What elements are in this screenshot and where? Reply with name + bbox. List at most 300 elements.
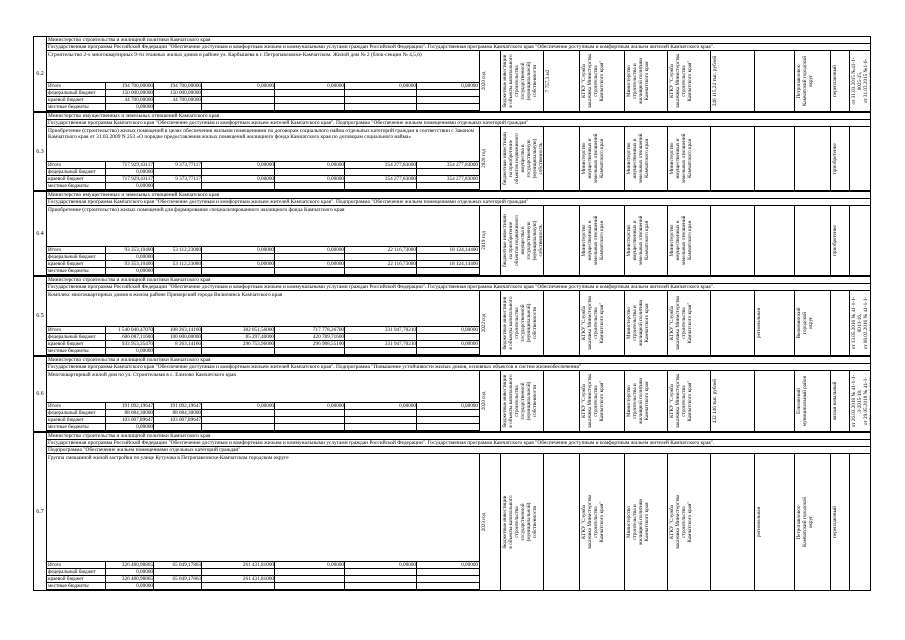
financing-value — [202, 169, 275, 175]
grid-line — [479, 51, 480, 112]
financing-value: 9 373,77117 — [175, 162, 201, 168]
financing-value — [275, 410, 345, 416]
grid-line — [274, 247, 275, 276]
financing-value — [275, 183, 345, 189]
financing-value: 100 000,00000 — [169, 334, 201, 340]
rotated-cell-text: бюджетные инвестиции в объекты капитального строительства государственной (муниципальной) собственности — [502, 296, 538, 350]
financing-value — [275, 590, 345, 591]
financing-value: 0,00000 — [136, 424, 153, 430]
financing-row — [46, 576, 479, 583]
rotated-cell-text: КГКУ "Служба заказчика Министерства строительства Камчатского края" — [581, 53, 605, 109]
row-number: 6.4 — [34, 192, 47, 275]
grid-line — [543, 51, 544, 112]
grid-line — [416, 327, 417, 356]
financing-source-label — [48, 590, 106, 591]
grid-line — [754, 206, 755, 276]
object-name: Строительство 2-х многоквартирных 9-ти этажных жилых домов в районе ул. Карбышева в г. Петропавловске-Камчатском. Жилой дом № 2 (блок-секции № 4,5,6) — [48, 52, 422, 58]
grid-line — [543, 291, 544, 356]
rotated-cell-text: 432 146 тыс. рублей — [712, 378, 718, 424]
financing-value — [154, 169, 202, 175]
grid-line — [201, 162, 202, 191]
financing-value — [417, 169, 479, 175]
grid-line — [830, 206, 831, 276]
row-number: 6.3 — [34, 113, 47, 190]
financing-value — [417, 183, 479, 189]
financing-value — [417, 583, 479, 589]
financing-value: 150 000,00000 — [121, 90, 153, 96]
grid-line — [667, 454, 668, 591]
financing-source-label: местные бюджеты — [48, 104, 89, 110]
financing-value — [345, 410, 417, 416]
financing-value — [202, 583, 275, 589]
grid-line — [416, 247, 417, 276]
financing-value — [345, 104, 417, 110]
financing-value — [345, 97, 417, 103]
financing-value: 1 540 040,47070 — [117, 327, 153, 333]
financing-source-label: федеральный бюджет — [48, 334, 96, 340]
financing-row — [46, 417, 479, 424]
grid-line — [153, 562, 154, 591]
grid-line — [500, 51, 501, 112]
financing-value — [275, 90, 345, 96]
financing-value: 53 112,23000 — [172, 247, 201, 253]
rotated-cell-text: Министерство имущественных и земельных отношений Камчатского края — [626, 133, 650, 184]
financing-value: 717 778,26700 — [312, 327, 344, 333]
rotated-cell-text: переплановый — [832, 506, 838, 538]
financing-row — [46, 583, 479, 590]
financing-value — [154, 268, 202, 274]
financing-value: 0,00000 — [399, 403, 416, 409]
financing-value: 0,00000 — [327, 261, 344, 267]
document-table — [33, 36, 871, 591]
financing-source-label: краевой бюджет — [48, 261, 84, 267]
grid-line — [479, 127, 480, 191]
financing-table — [46, 402, 479, 432]
financing-value: 0,00000 — [136, 254, 153, 260]
financing-value: 191 092,19647 — [121, 403, 153, 409]
object-name: Группа смешанной жилой застройки по улице Кутузова в Петропавловске-Камчатском городском округе — [48, 455, 289, 461]
financing-value: 0,00000 — [136, 104, 153, 110]
grid-line — [710, 291, 711, 356]
rotated-cell-text: Министерство имущественных и земельных отношений Камчатского края — [581, 215, 605, 266]
table-block — [33, 112, 871, 191]
grid-line — [849, 454, 850, 591]
grid-line — [105, 83, 106, 112]
financing-value — [275, 97, 345, 103]
financing-value: 606 087,11600 — [122, 334, 153, 340]
rotated-cell-text: региональная — [756, 507, 762, 537]
grid-line — [849, 206, 850, 276]
row-number: 6.6 — [34, 357, 47, 431]
financing-value: 331 947,70210 — [384, 327, 416, 333]
object-name: Многоквартирный жилой дом по ул. Строительная в с. Елизово Камчатского края — [48, 372, 236, 378]
financing-value: 103 007,89647 — [169, 417, 201, 423]
grid-line — [624, 206, 625, 276]
financing-source-label: Итого — [48, 247, 62, 253]
financing-value — [154, 424, 202, 430]
grid-line — [274, 562, 275, 591]
rotated-cell-text: бюджетные инвестиции на приобретение объектов недвижимого имущества в государственную (муниципальную) собственность — [502, 132, 544, 185]
grid-line — [344, 327, 345, 356]
grid-line — [479, 206, 480, 276]
grid-line — [667, 51, 668, 112]
financing-row — [46, 327, 479, 334]
financing-value — [417, 348, 479, 354]
rotated-cell-text: бюджетные инвестиции на приобретение объектов недвижимого имущества в государственную (муниципальную) собственность — [502, 214, 544, 267]
financing-value: 0,00000 — [461, 341, 478, 347]
grid-line — [344, 562, 345, 591]
financing-value — [275, 583, 345, 589]
financing-value: 933 953,35470 — [121, 341, 153, 347]
rotated-cell-text: Министерство имущественных и земельных отношений Камчатского края — [581, 133, 605, 184]
grid-line — [830, 371, 831, 432]
financing-value: 108 263,14160 — [169, 327, 201, 333]
financing-value — [154, 104, 202, 110]
grid-line — [710, 51, 711, 112]
section-header: Государственная программа Российской Федерации "Обеспечение доступным и комфортным жильем и коммунальными услугами граждан Российской Федерации". Государственная программа Камчатского края "Обеспечение доступным и комфортным жильем жителей Камчатского края". — [46, 440, 870, 447]
grid-line — [794, 454, 795, 591]
financing-value: 44 700,00000 — [172, 97, 201, 103]
financing-source-label: Итого — [48, 562, 62, 568]
grid-line — [754, 291, 755, 356]
financing-value: 0,00000 — [399, 83, 416, 89]
table-block — [33, 432, 871, 591]
grid-line — [754, 454, 755, 591]
grid-line — [794, 371, 795, 432]
grid-line — [201, 562, 202, 591]
rotated-cell-text: Министерство строительства и жилищной политики Камчатского края — [626, 299, 650, 347]
financing-value — [154, 254, 202, 260]
rotated-cell-text: КГКУ "Служба заказчика Министерства строительства Камчатского края" — [581, 494, 605, 550]
grid-line — [624, 291, 625, 356]
financing-table — [46, 161, 479, 191]
grid-line — [849, 291, 850, 356]
financing-value: 0,00000 — [257, 176, 274, 182]
rotated-cell-text: бюджетные инвестиции в объекты капитального строительства государственной (муниципальной) собственности — [502, 374, 538, 428]
financing-value — [275, 268, 345, 274]
financing-value — [154, 183, 202, 189]
financing-row — [46, 247, 479, 254]
grid-line — [710, 127, 711, 191]
financing-value — [417, 334, 479, 340]
object-name: Приобретение (строительство) жилых помещений в целях обеспечения жилыми помещениями по договорам социального найма отдельных категорий граждан в соответствии с Законом Камчатского края от 31.03.2009 N 253 «О порядке предоставления жилых помещений жилищного фонда Камчатского края по договорам социального найма» — [48, 128, 475, 141]
financing-row — [46, 410, 479, 417]
grid-line — [794, 51, 795, 112]
grid-line — [344, 162, 345, 191]
financing-value: 65 049,17863 — [172, 562, 201, 568]
financing-value — [154, 590, 202, 591]
grid-line — [105, 403, 106, 432]
financing-row — [46, 348, 479, 355]
grid-line — [344, 247, 345, 276]
financing-value — [345, 576, 417, 582]
rotated-cell-text: бюджетные инвестиции в объекты капитального строительства государственной (муниципальной) собственности — [502, 495, 538, 549]
grid-line — [274, 162, 275, 191]
grid-line — [479, 291, 480, 356]
financing-value — [154, 348, 202, 354]
financing-source-label: краевой бюджет — [48, 97, 84, 103]
financing-source-label: краевой бюджет — [48, 176, 84, 182]
financing-value: 0,00000 — [327, 83, 344, 89]
grid-line — [201, 83, 202, 112]
financing-value: 18 124,14400 — [449, 261, 478, 267]
rotated-cell-text: Петропавловск- Камчатский городской округ — [796, 497, 814, 547]
financing-value — [345, 590, 417, 591]
grid-line — [710, 371, 711, 432]
financing-value — [275, 569, 345, 575]
financing-row — [46, 254, 479, 261]
financing-value: 0,00000 — [327, 562, 344, 568]
financing-row — [46, 176, 479, 183]
financing-value — [417, 569, 479, 575]
financing-value — [417, 104, 479, 110]
financing-value: 0,00000 — [327, 247, 344, 253]
financing-value — [202, 424, 275, 430]
financing-row — [46, 403, 479, 410]
row-number: 6.7 — [34, 433, 47, 590]
financing-row — [46, 261, 479, 268]
grid-line — [105, 162, 106, 191]
rotated-cell-text: 2019 год — [481, 231, 487, 250]
grid-line — [830, 51, 831, 112]
grid-line — [153, 83, 154, 112]
rotated-cell-text: региональная — [756, 308, 762, 338]
rotated-cell-text: 2023 год — [481, 512, 487, 532]
financing-value — [202, 348, 275, 354]
grid-line — [624, 371, 625, 432]
financing-value — [202, 590, 275, 591]
grid-line — [105, 562, 106, 591]
financing-value — [154, 569, 202, 575]
grid-line — [710, 454, 711, 591]
financing-value: 331 947,70210 — [384, 341, 416, 347]
financing-value — [345, 169, 417, 175]
financing-source-label: федеральный бюджет — [48, 254, 96, 260]
financing-row — [46, 90, 479, 97]
financing-value: 93 353,10400 — [124, 261, 153, 267]
financing-value: 0,00000 — [461, 83, 478, 89]
financing-value: 354 277,83000 — [384, 176, 416, 182]
rotated-cell-text: 2020 год — [481, 149, 487, 168]
financing-value: 150 000,00000 — [169, 90, 201, 96]
financing-value — [202, 90, 275, 96]
grid-line — [153, 247, 154, 276]
section-header: Государственная программа Камчатского края "Обеспечение доступным и комфортным жильем жителей Камчатского края". Подпрограмма "Повышение устойчивости жилых домов, основных объектов и систем жизнеобеспечения" — [46, 364, 870, 371]
financing-value — [202, 97, 275, 103]
rotated-cell-text: переплановый — [832, 65, 838, 97]
financing-value: 85 297,40000 — [245, 334, 274, 340]
object-name: Комплекс многоквартирных домов в жилом районе Приморский города Вилючинск Камчатского края — [48, 292, 283, 298]
financing-row — [46, 590, 479, 591]
financing-row — [46, 83, 479, 90]
financing-value: 717 929,43117 — [122, 176, 153, 182]
financing-value — [417, 90, 479, 96]
financing-value: 9 373,77117 — [175, 176, 201, 182]
financing-value: 0,00000 — [257, 403, 274, 409]
grid-line — [754, 127, 755, 191]
financing-value — [106, 590, 154, 591]
grid-line — [105, 327, 106, 356]
financing-value — [275, 169, 345, 175]
financing-value: 0,00000 — [327, 403, 344, 409]
grid-line — [754, 371, 755, 432]
section-header: Государственная программа Российской Федерации "Обеспечение доступным и комфортным жильем и коммунальными услугами граждан Российской Федерации". Государственная программа Камчатского края "Обеспечение доступным и комфортным жильем жителей Камчатского края". — [46, 284, 870, 291]
grid-line — [667, 291, 668, 356]
financing-value: 717 929,43117 — [122, 162, 153, 168]
financing-value: 194 700,00000 — [169, 83, 201, 89]
grid-line — [543, 454, 544, 591]
financing-source-label: федеральный бюджет — [48, 169, 96, 175]
financing-value — [417, 424, 479, 430]
financing-value: 0,00000 — [136, 169, 153, 175]
grid-line — [479, 454, 480, 591]
rotated-cell-text: 2020 год — [481, 391, 487, 411]
rotated-cell-text: от 13.05.2016 № 41-1-1- 0013-16, от 08.02.2016 № 41-1-1- 0008-16 — [851, 296, 871, 350]
grid-line — [201, 247, 202, 276]
financing-table — [46, 561, 479, 591]
financing-table — [46, 82, 479, 112]
financing-value — [345, 569, 417, 575]
grid-line — [849, 51, 850, 112]
section-header: Подпрограмма "Обеспечение жильем помещениями отдельных категорий граждан" — [46, 447, 870, 454]
grid-line — [201, 327, 202, 356]
financing-value — [345, 424, 417, 430]
financing-source-label: Итого — [48, 403, 62, 409]
section-header: Министерство строительства и жилищной политики Камчатского края — [46, 357, 870, 364]
financing-value: 8 263,14160 — [175, 341, 201, 347]
financing-value: 296 753,96000 — [242, 341, 274, 347]
table-block — [33, 36, 871, 112]
section-header: Министерство строительства и жилищной политики Камчатского края — [46, 433, 870, 440]
rotated-cell-text: КГКУ "Служба заказчика Министерства строительства Камчатского края" — [581, 373, 605, 429]
financing-value — [417, 254, 479, 260]
financing-value: 93 353,10400 — [124, 247, 153, 253]
financing-value: 0,00000 — [461, 403, 478, 409]
grid-line — [579, 454, 580, 591]
financing-value: 0,00000 — [136, 183, 153, 189]
financing-row — [46, 341, 479, 348]
financing-value: 18 124,14400 — [449, 247, 478, 253]
grid-line — [153, 327, 154, 356]
financing-value — [417, 576, 479, 582]
grid-line — [201, 403, 202, 432]
financing-source-label: местные бюджеты — [48, 268, 89, 274]
financing-source-label: местные бюджеты — [48, 424, 89, 430]
financing-source-label: краевой бюджет — [48, 576, 84, 582]
grid-line — [579, 206, 580, 276]
financing-source-label: Итого — [48, 327, 62, 333]
grid-line — [830, 454, 831, 591]
financing-value — [345, 183, 417, 189]
grid-line — [274, 403, 275, 432]
section-header: Министерство строительства и жилищной политики Камчатского края — [46, 277, 870, 284]
table-block — [33, 191, 871, 276]
grid-line — [624, 51, 625, 112]
grid-line — [830, 127, 831, 191]
financing-value: 0,00000 — [136, 268, 153, 274]
grid-line — [274, 83, 275, 112]
row-number: 6.5 — [34, 277, 47, 355]
rotated-cell-text: Министерство строительства и жилищной политики Камчатского края — [626, 57, 650, 105]
financing-value — [202, 183, 275, 189]
financing-value: 65 049,17863 — [172, 576, 201, 582]
financing-value: 420 789,71600 — [312, 334, 344, 340]
grid-line — [344, 403, 345, 432]
financing-value — [202, 417, 275, 423]
rotated-cell-text: Вилючинский городской округ — [796, 307, 814, 339]
financing-value: 191 092,19647 — [169, 403, 201, 409]
financing-source-label: федеральный бюджет — [48, 569, 96, 575]
financing-value: 354 277,83000 — [446, 176, 478, 182]
grid-line — [479, 371, 480, 432]
grid-line — [500, 206, 501, 276]
rotated-cell-text: от 31.03.2015 №41-1- 0025-15, от 31.03.2015 №1-6- 0006-15 — [851, 57, 871, 105]
rotated-cell-text: Министерство имущественных и земельных отношений Камчатского края — [669, 133, 693, 184]
financing-value: 261 431,81000 — [242, 576, 274, 582]
table-block — [33, 356, 871, 432]
financing-value: 354 277,83000 — [446, 162, 478, 168]
rotated-cell-text: Петропавловск- Камчатский городской округ — [796, 56, 814, 106]
financing-table — [46, 246, 479, 276]
financing-value — [417, 97, 479, 103]
grid-line — [667, 371, 668, 432]
grid-line — [624, 454, 625, 591]
grid-line — [579, 291, 580, 356]
rotated-cell-text: КГКУ "Служба заказчика Министерства строительства Камчатского края" — [669, 494, 693, 550]
financing-row — [46, 104, 479, 111]
grid-line — [849, 371, 850, 432]
financing-source-label: федеральный бюджет — [48, 410, 96, 416]
section-header: Министерство строительства и жилищной политики Камчатского края — [46, 37, 870, 44]
grid-line — [416, 83, 417, 112]
rotated-cell-text: 7 757,3 м2 — [545, 69, 551, 93]
financing-value: 326 480,98865 — [121, 576, 153, 582]
financing-value — [275, 424, 345, 430]
financing-value: 296 988,55100 — [312, 341, 344, 347]
financing-source-label: местные бюджеты — [48, 183, 89, 189]
rotated-cell-text: Министерство имущественных и земельных отношений Камчатского края — [669, 215, 693, 266]
grid-line — [754, 51, 755, 112]
rotated-cell-text: от 26.03.2018 № 41-1-1- 3-2015-18; от 29.05.2018 № 41-1- 0074-18 от 23.01.2018 — [851, 374, 871, 428]
rotated-cell-text: КГКУ "Служба заказчика Министерства строительства Камчатского края" — [669, 373, 693, 429]
financing-row — [46, 334, 479, 341]
grid-line — [794, 291, 795, 356]
grid-line — [500, 127, 501, 191]
grid-line — [105, 247, 106, 276]
financing-value: 88 084,30000 — [172, 410, 201, 416]
financing-source-label: федеральный бюджет — [48, 90, 96, 96]
financing-value — [417, 590, 479, 591]
financing-value — [202, 268, 275, 274]
grid-line — [624, 127, 625, 191]
financing-value — [345, 417, 417, 423]
financing-value — [345, 254, 417, 260]
financing-source-label: Итого — [48, 162, 62, 168]
financing-row — [46, 169, 479, 176]
financing-value — [275, 254, 345, 260]
grid-line — [543, 371, 544, 432]
section-header: Государственная программа Российской Федерации "Обеспечение доступным и комфортным жильем и коммунальными услугами граждан Российской Федерации". Государственная программа Камчатского края "Обеспечение доступным и комфортным жильем жителей Камчатского края". — [46, 44, 870, 51]
rotated-cell-text: жилья начальный — [832, 381, 838, 421]
grid-line — [830, 291, 831, 356]
financing-value: 0,00000 — [136, 348, 153, 354]
financing-value — [202, 254, 275, 260]
grid-line — [794, 127, 795, 191]
financing-value: 88 084,30000 — [124, 410, 153, 416]
table-block — [33, 276, 871, 356]
grid-line — [416, 562, 417, 591]
financing-row — [46, 268, 479, 275]
